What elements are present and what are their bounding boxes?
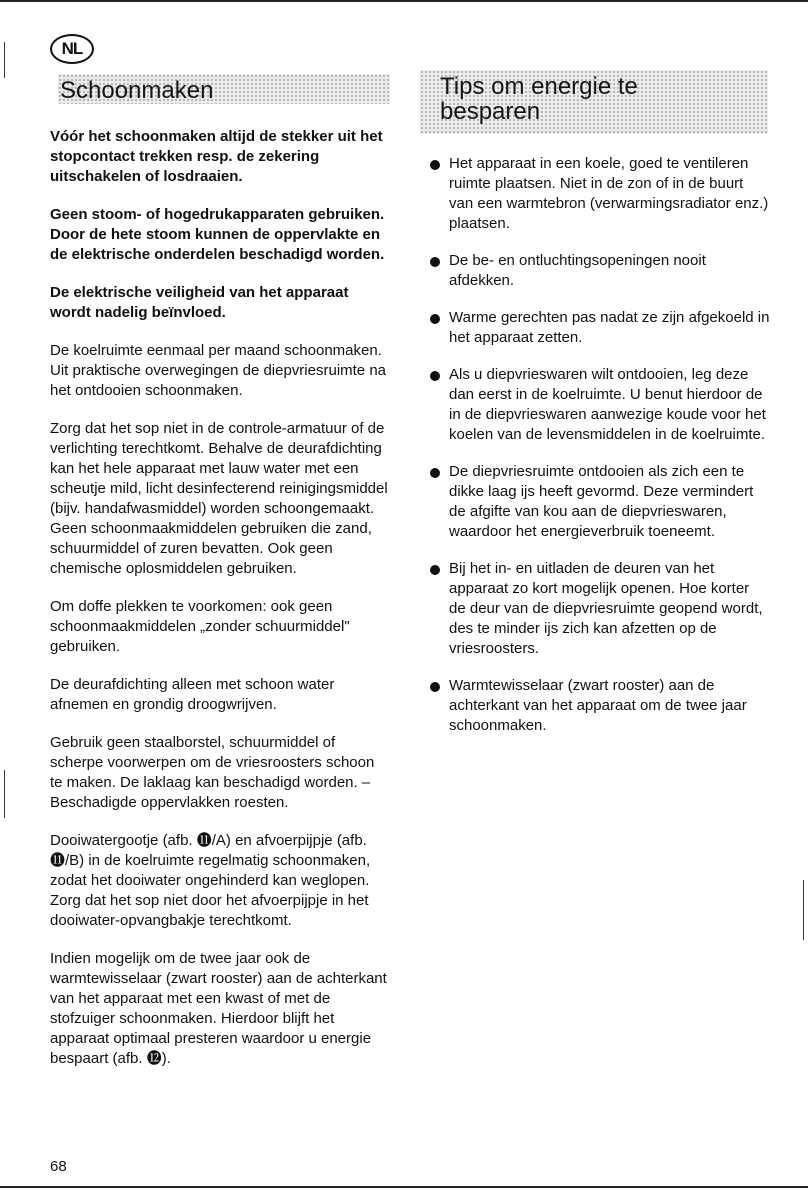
paragraph-monthly-cleaning: De koelruimte eenmaal per maand schoonmaken. Uit praktische overwegingen de diepvriesruimte na het ontdooien schoonmaken. xyxy=(50,342,387,399)
bullet-icon xyxy=(430,371,440,381)
paragraph-dull-spots: Om doffe plekken te voorkomen: ook geen schoonmaakmiddelen „zonder schuurmiddel" gebruiken. xyxy=(50,598,350,655)
energy-tips-section xyxy=(430,154,770,753)
paragraph-drain-channel: Dooiwatergootje (afb. ⓫/A) en afvoerpijpje (afb. ⓫/B) in de koelruimte regelmatig schoonmaken, zodat het dooiwater ongehinderd kan weglopen. Zorg dat het sop niet door het afvoerpijpje in het dooiwater-opvangbakje terechtkomt. xyxy=(50,832,371,929)
tips-list xyxy=(430,154,770,736)
tip-text: Bij het in- en uitladen de deuren van het apparaat zo kort mogelijk openen. Hoe korter de deur van de diepvriesruimte geopend wordt, des te minder ijs zich kan afzetten op de vriesroosters. xyxy=(449,560,763,657)
heading-line-2: besparen xyxy=(440,98,541,125)
tip-text: De be- en ontluchtingsopeningen nooit afdekken. xyxy=(449,252,706,289)
tip-text: Als u diepvrieswaren wilt ontdooien, leg deze dan eerst in de koelruimte. U benut hierdoor de in de diepvrieswaren aanwezige koude voor het koelen van de levensmiddelen in de koelruimte. xyxy=(449,366,766,443)
top-rule xyxy=(0,0,808,2)
tip-item xyxy=(430,559,770,659)
tip-item xyxy=(430,462,770,542)
bullet-icon xyxy=(430,468,440,478)
paragraph-cleaning-agents: Zorg dat het sop niet in de controle-armatuur of de verlichting terechtkomt. Behalve de deurafdichting kan het hele apparaat met lauw water met een scheutje mild, licht desinfecterend reinigingsmiddel (bijv. handafwasmiddel) worden schoongemaakt. Geen schoonmaakmiddelen gebruiken die zand, schuurmiddel of zuren bevatten. Ook geen chemische oplosmiddelen gebruiken. xyxy=(50,420,388,577)
page-number: 68 xyxy=(50,1158,67,1175)
heading-energie-tips xyxy=(420,70,768,134)
paragraph-heat-exchanger: Indien mogelijk om de twee jaar ook de warmtewisselaar (zwart rooster) aan de achterkant van het apparaat met een kwast of met de stofzuiger schoonmaken. Hierdoor blijft het apparaat optimaal presteren waardoor u energie bespaart (afb. ⓬). xyxy=(50,950,387,1067)
paragraph-safety-warning: De elektrische veiligheid van het apparaat wordt nadelig beïnvloed. xyxy=(50,284,349,321)
tip-item xyxy=(430,308,770,348)
bullet-icon xyxy=(430,257,440,267)
paragraph-unplug-warning: Vóór het schoonmaken altijd de stekker uit het stopcontact trekken resp. de zekering uitschakelen of losdraaien. xyxy=(50,128,383,185)
tip-item xyxy=(430,365,770,445)
paragraph-no-steam-warning: Geen stoom- of hogedrukapparaten gebruiken. Door de hete stoom kunnen de oppervlakte en de elektrische onderdelen beschadigd worden. xyxy=(50,206,385,263)
bullet-icon xyxy=(430,314,440,324)
paragraph-no-steel-brush: Gebruik geen staalborstel, schuurmiddel of scherpe voorwerpen om de vriesroosters schoon te maken. De laklaag kan beschadigd worden. – Beschadigde oppervlakken roesten. xyxy=(50,734,375,811)
paragraph-door-seal: De deurafdichting alleen met schoon water afnemen en grondig droogwrijven. xyxy=(50,676,335,713)
tip-item xyxy=(430,676,770,736)
tip-text: Het apparaat in een koele, goed te ventileren ruimte plaatsen. Niet in de zon of in de buurt van een warmtebron (verwarmingsradiator enz.) plaatsen. xyxy=(449,155,769,232)
heading-schoonmaken: Schoonmaken xyxy=(58,74,390,104)
heading-line-1: Tips om energie te xyxy=(440,73,638,100)
tip-item xyxy=(430,251,770,291)
scan-margin-mark xyxy=(4,42,5,78)
tip-text: De diepvriesruimte ontdooien als zich een te dikke laag ijs heeft gevormd. Deze vermindert de afgifte van kou aan de diepvrieswaren, waardoor het energieverbruik toeneemt. xyxy=(449,463,754,540)
bullet-icon xyxy=(430,565,440,575)
language-badge: NL xyxy=(50,34,94,64)
scan-margin-mark xyxy=(4,770,5,818)
scan-margin-mark xyxy=(803,880,804,940)
bullet-icon xyxy=(430,682,440,692)
cleaning-section xyxy=(50,127,390,1087)
tip-item xyxy=(430,154,770,234)
bottom-rule xyxy=(0,1186,808,1188)
tip-text: Warmtewisselaar (zwart rooster) aan de achterkant van het apparaat om de twee jaar schoonmaken. xyxy=(449,677,747,734)
bullet-icon xyxy=(430,160,440,170)
tip-text: Warme gerechten pas nadat ze zijn afgekoeld in het apparaat zetten. xyxy=(449,309,770,346)
